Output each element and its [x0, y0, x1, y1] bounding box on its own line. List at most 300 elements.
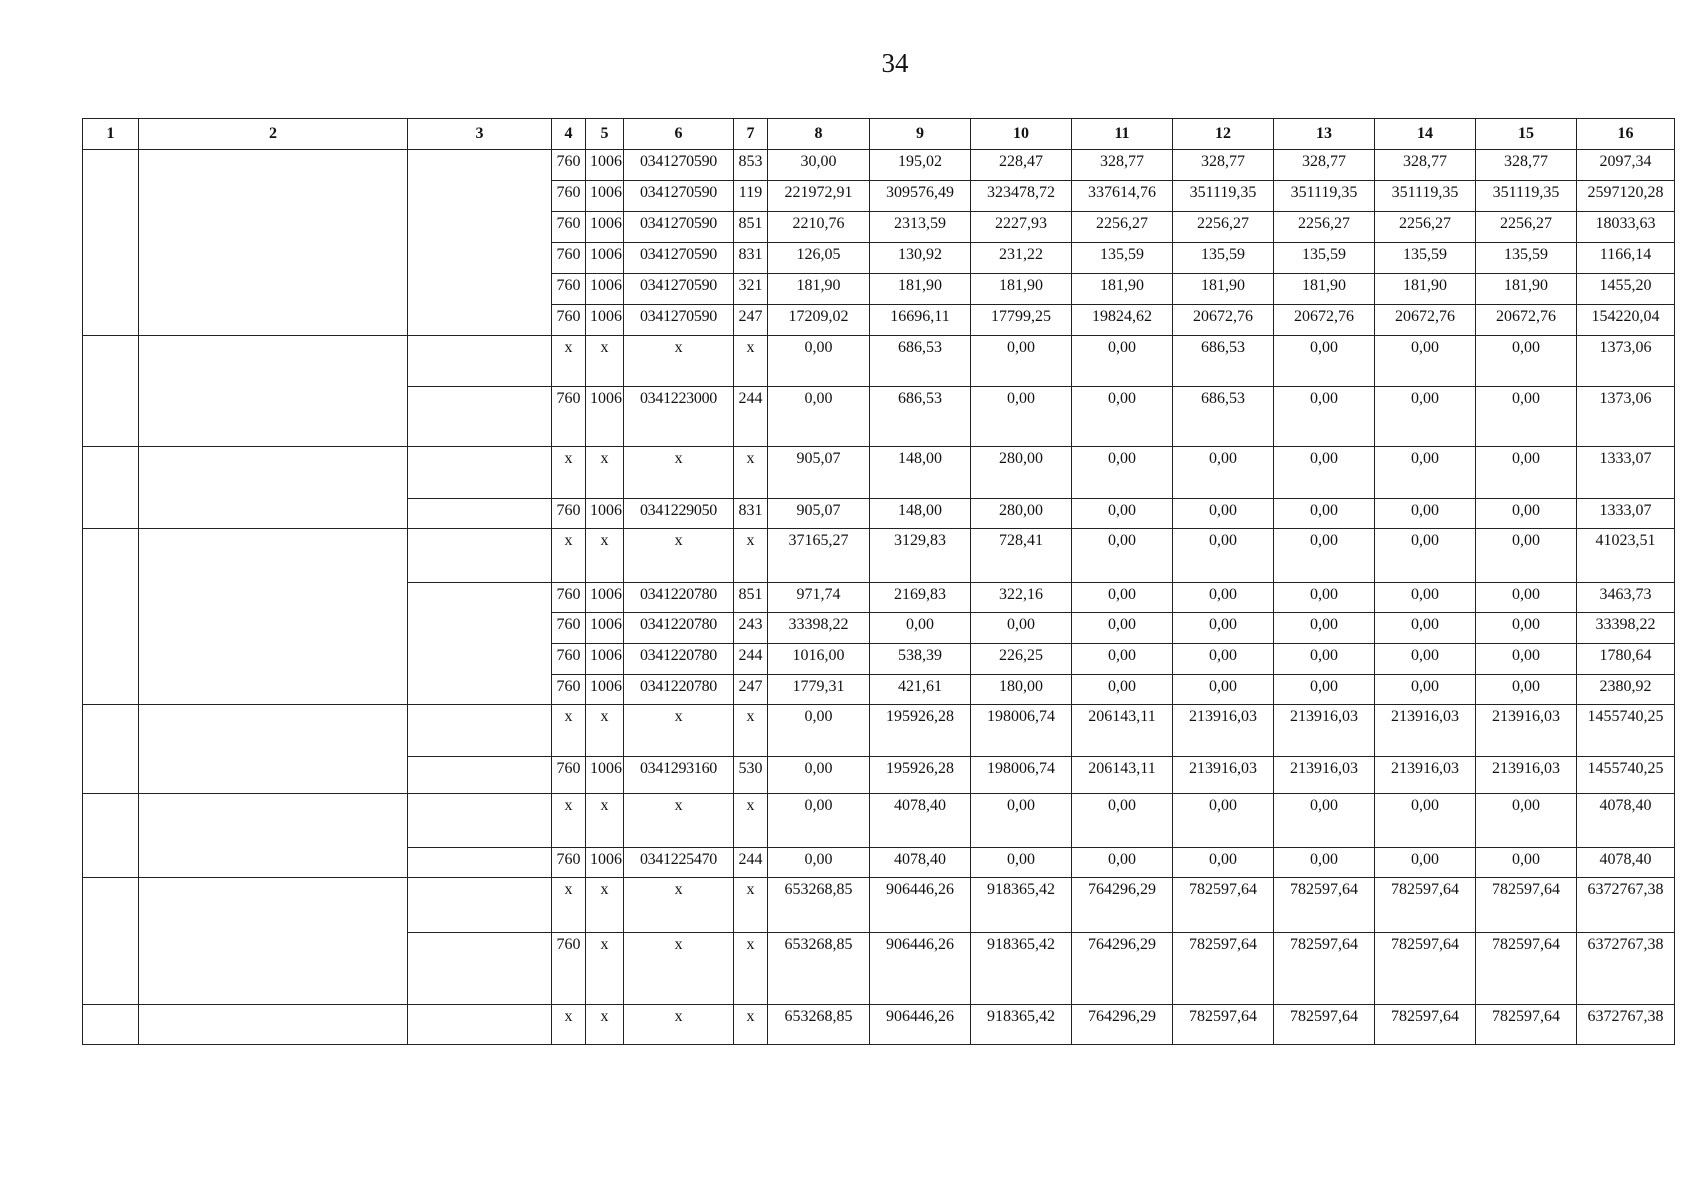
- value-cell-col-8: 0,00: [768, 794, 870, 848]
- value-cell-col-12: 686,53: [1173, 387, 1274, 447]
- value-cell-col-12: 328,77: [1173, 150, 1274, 181]
- value-cell-col-11: 337614,76: [1072, 181, 1173, 212]
- item-name: [139, 336, 408, 447]
- value-cell-col-10: 231,22: [971, 243, 1072, 274]
- col-6-code: x: [624, 336, 734, 387]
- value-cell-col-9: 16696,11: [870, 305, 971, 336]
- page-number: 34: [881, 48, 909, 78]
- value-cell-col-10: 0,00: [971, 794, 1072, 848]
- value-cell-col-10: 918365,42: [971, 878, 1072, 933]
- col-4-code: 760: [552, 583, 586, 613]
- value-cell-col-11: 764296,29: [1072, 933, 1173, 1005]
- funding-total-label: [408, 1005, 552, 1045]
- col-7-code: x: [734, 336, 768, 387]
- value-cell-col-10: 918365,42: [971, 1005, 1072, 1045]
- value-cell-col-12: 0,00: [1173, 675, 1274, 705]
- value-cell-col-13: 782597,64: [1274, 933, 1375, 1005]
- value-cell-col-8: 653268,85: [768, 1005, 870, 1045]
- value-cell-col-11: 19824,62: [1072, 305, 1173, 336]
- section-total-row: [83, 705, 1675, 757]
- value-cell-col-16: 2380,92: [1577, 675, 1675, 705]
- value-cell-col-15: 0,00: [1476, 613, 1577, 644]
- value-cell-col-15: 0,00: [1476, 675, 1577, 705]
- header-cell-1: 1: [83, 119, 139, 150]
- value-cell-col-11: 0,00: [1072, 613, 1173, 644]
- value-cell-col-9: 538,39: [870, 644, 971, 675]
- value-cell-col-12: 0,00: [1173, 447, 1274, 499]
- header-cell-11: 11: [1072, 119, 1173, 150]
- value-cell-col-8: 0,00: [768, 848, 870, 878]
- value-cell-col-15: 2256,27: [1476, 212, 1577, 243]
- value-cell-col-13: 0,00: [1274, 499, 1375, 529]
- funding-source-label: [408, 499, 552, 529]
- value-cell-col-12: 0,00: [1173, 794, 1274, 848]
- item-name: [139, 447, 408, 529]
- value-cell-col-11: 764296,29: [1072, 1005, 1173, 1045]
- value-cell-col-12: 0,00: [1173, 644, 1274, 675]
- value-cell-col-9: 195926,28: [870, 705, 971, 757]
- value-cell-col-13: 782597,64: [1274, 878, 1375, 933]
- value-cell-col-16: 33398,22: [1577, 613, 1675, 644]
- col-5-code: 1006: [586, 387, 624, 447]
- value-cell-col-15: 20672,76: [1476, 305, 1577, 336]
- col-4-code: x: [552, 336, 586, 387]
- value-cell-col-13: 0,00: [1274, 613, 1375, 644]
- col-7-code: 831: [734, 499, 768, 529]
- value-cell-col-10: 228,47: [971, 150, 1072, 181]
- value-cell-col-13: 135,59: [1274, 243, 1375, 274]
- value-cell-col-8: 1016,00: [768, 644, 870, 675]
- value-cell-col-10: 226,25: [971, 644, 1072, 675]
- value-cell-col-12: 0,00: [1173, 529, 1274, 583]
- value-cell-col-13: 0,00: [1274, 583, 1375, 613]
- value-cell-col-8: 1779,31: [768, 675, 870, 705]
- col-4-code: 760: [552, 675, 586, 705]
- col-4-code: 760: [552, 757, 586, 794]
- col-5-code: x: [586, 1005, 624, 1045]
- value-cell-col-14: 782597,64: [1375, 933, 1476, 1005]
- value-cell-col-16: 6372767,38: [1577, 878, 1675, 933]
- item-number: [83, 447, 139, 529]
- col-6-code: 0341229050: [624, 499, 734, 529]
- value-cell-col-11: 206143,11: [1072, 757, 1173, 794]
- value-cell-col-15: 782597,64: [1476, 933, 1577, 1005]
- col-7-code: 244: [734, 848, 768, 878]
- value-cell-col-16: 1333,07: [1577, 499, 1675, 529]
- value-cell-col-12: 213916,03: [1173, 757, 1274, 794]
- value-cell-col-8: 653268,85: [768, 933, 870, 1005]
- value-cell-col-14: 213916,03: [1375, 757, 1476, 794]
- value-cell-col-16: 6372767,38: [1577, 933, 1675, 1005]
- value-cell-col-9: 4078,40: [870, 794, 971, 848]
- funding-source-label: [408, 387, 552, 447]
- col-5-code: x: [586, 336, 624, 387]
- value-cell-col-11: 206143,11: [1072, 705, 1173, 757]
- col-4-code: 760: [552, 181, 586, 212]
- col-5-code: x: [586, 705, 624, 757]
- value-cell-col-12: 0,00: [1173, 499, 1274, 529]
- col-6-code: x: [624, 933, 734, 1005]
- value-cell-col-14: 0,00: [1375, 675, 1476, 705]
- value-cell-col-16: 2597120,28: [1577, 181, 1675, 212]
- col-4-code: x: [552, 794, 586, 848]
- value-cell-col-14: 0,00: [1375, 848, 1476, 878]
- value-cell-col-9: 906446,26: [870, 933, 971, 1005]
- value-cell-col-14: 0,00: [1375, 336, 1476, 387]
- col-5-code: x: [586, 529, 624, 583]
- col-6-code: x: [624, 878, 734, 933]
- value-cell-col-14: 328,77: [1375, 150, 1476, 181]
- header-cell-9: 9: [870, 119, 971, 150]
- header-cell-10: 10: [971, 119, 1072, 150]
- value-cell-col-14: 181,90: [1375, 274, 1476, 305]
- value-cell-col-10: 728,41: [971, 529, 1072, 583]
- value-cell-col-16: 1333,07: [1577, 447, 1675, 499]
- value-cell-col-9: 181,90: [870, 274, 971, 305]
- value-cell-col-10: 323478,72: [971, 181, 1072, 212]
- col-5-code: 1006: [586, 675, 624, 705]
- col-4-code: 760: [552, 613, 586, 644]
- value-cell-col-14: 0,00: [1375, 499, 1476, 529]
- value-cell-col-14: 0,00: [1375, 529, 1476, 583]
- continued-num-cell: [83, 150, 139, 336]
- value-cell-col-15: 181,90: [1476, 274, 1577, 305]
- col-7-code: x: [734, 794, 768, 848]
- value-cell-col-16: 1373,06: [1577, 336, 1675, 387]
- value-cell-col-13: 0,00: [1274, 794, 1375, 848]
- funding-total-label: [408, 878, 552, 933]
- col-6-code: x: [624, 447, 734, 499]
- col-5-code: 1006: [586, 212, 624, 243]
- header-cell-6: 6: [624, 119, 734, 150]
- value-cell-col-8: 33398,22: [768, 613, 870, 644]
- col-4-code: 760: [552, 644, 586, 675]
- col-5-code: x: [586, 794, 624, 848]
- col-7-code: 321: [734, 274, 768, 305]
- value-cell-col-9: 2313,59: [870, 212, 971, 243]
- value-cell-col-16: 3463,73: [1577, 583, 1675, 613]
- col-5-code: 1006: [586, 274, 624, 305]
- value-cell-col-10: 280,00: [971, 499, 1072, 529]
- value-cell-col-10: 322,16: [971, 583, 1072, 613]
- col-4-code: 760: [552, 387, 586, 447]
- value-cell-col-16: 6372767,38: [1577, 1005, 1675, 1045]
- value-cell-col-12: 2256,27: [1173, 212, 1274, 243]
- value-cell-col-14: 20672,76: [1375, 305, 1476, 336]
- value-cell-col-8: 2210,76: [768, 212, 870, 243]
- col-6-code: 0341220780: [624, 675, 734, 705]
- budget-table: [82, 118, 1675, 1045]
- value-cell-col-9: 148,00: [870, 447, 971, 499]
- funding-source-label: [408, 933, 552, 1005]
- value-cell-col-16: 1455,20: [1577, 274, 1675, 305]
- item-name: [139, 529, 408, 705]
- col-5-code: 1006: [586, 583, 624, 613]
- col-7-code: 244: [734, 387, 768, 447]
- value-cell-col-13: 181,90: [1274, 274, 1375, 305]
- funding-source-label: [408, 848, 552, 878]
- col-4-code: 760: [552, 499, 586, 529]
- value-cell-col-8: 126,05: [768, 243, 870, 274]
- col-6-code: 0341220780: [624, 644, 734, 675]
- value-cell-col-16: 1455740,25: [1577, 757, 1675, 794]
- col-5-code: 1006: [586, 150, 624, 181]
- value-cell-col-13: 20672,76: [1274, 305, 1375, 336]
- col-4-code: 760: [552, 848, 586, 878]
- value-cell-col-11: 135,59: [1072, 243, 1173, 274]
- value-cell-col-15: 328,77: [1476, 150, 1577, 181]
- col-5-code: 1006: [586, 499, 624, 529]
- value-cell-col-12: 0,00: [1173, 848, 1274, 878]
- value-cell-col-9: 4078,40: [870, 848, 971, 878]
- value-cell-col-10: 198006,74: [971, 705, 1072, 757]
- col-6-code: 0341223000: [624, 387, 734, 447]
- value-cell-col-15: 213916,03: [1476, 705, 1577, 757]
- value-cell-col-9: 3129,83: [870, 529, 971, 583]
- value-cell-col-13: 351119,35: [1274, 181, 1375, 212]
- value-cell-col-8: 30,00: [768, 150, 870, 181]
- value-cell-col-11: 181,90: [1072, 274, 1173, 305]
- value-cell-col-11: 0,00: [1072, 848, 1173, 878]
- item-name: [139, 705, 408, 794]
- value-cell-col-10: 17799,25: [971, 305, 1072, 336]
- col-6-code: 0341270590: [624, 274, 734, 305]
- col-4-code: x: [552, 705, 586, 757]
- value-cell-col-9: 130,92: [870, 243, 971, 274]
- value-cell-col-11: 0,00: [1072, 675, 1173, 705]
- value-cell-col-15: 0,00: [1476, 499, 1577, 529]
- value-cell-col-8: 0,00: [768, 336, 870, 387]
- value-cell-col-13: 0,00: [1274, 848, 1375, 878]
- value-cell-col-8: 905,07: [768, 499, 870, 529]
- item-number: [83, 336, 139, 447]
- col-5-code: 1006: [586, 613, 624, 644]
- value-cell-col-13: 782597,64: [1274, 1005, 1375, 1045]
- value-cell-col-12: 213916,03: [1173, 705, 1274, 757]
- value-cell-col-9: 686,53: [870, 336, 971, 387]
- value-cell-col-15: 213916,03: [1476, 757, 1577, 794]
- item-number: [83, 529, 139, 705]
- value-cell-col-11: 0,00: [1072, 529, 1173, 583]
- col-7-code: x: [734, 1005, 768, 1045]
- value-cell-col-13: 2256,27: [1274, 212, 1375, 243]
- value-cell-col-10: 0,00: [971, 387, 1072, 447]
- col-7-code: 119: [734, 181, 768, 212]
- value-cell-col-8: 0,00: [768, 757, 870, 794]
- value-cell-col-9: 148,00: [870, 499, 971, 529]
- header-cell-4: 4: [552, 119, 586, 150]
- col-4-code: 760: [552, 933, 586, 1005]
- header-cell-2: 2: [139, 119, 408, 150]
- value-cell-col-12: 181,90: [1173, 274, 1274, 305]
- value-cell-col-9: 906446,26: [870, 1005, 971, 1045]
- value-cell-col-13: 0,00: [1274, 675, 1375, 705]
- col-6-code: 0341270590: [624, 212, 734, 243]
- col-6-code: 0341270590: [624, 305, 734, 336]
- value-cell-col-12: 351119,35: [1173, 181, 1274, 212]
- value-cell-col-16: 4078,40: [1577, 848, 1675, 878]
- col-6-code: 0341293160: [624, 757, 734, 794]
- col-7-code: x: [734, 878, 768, 933]
- value-cell-col-13: 328,77: [1274, 150, 1375, 181]
- value-cell-col-11: 2256,27: [1072, 212, 1173, 243]
- col-7-code: 247: [734, 675, 768, 705]
- funding-source-label: [408, 757, 552, 794]
- section-total-row: [83, 447, 1675, 499]
- value-cell-col-15: 782597,64: [1476, 878, 1577, 933]
- continued-source-cell: [408, 150, 552, 336]
- item-name: [139, 878, 408, 1005]
- header-cell-15: 15: [1476, 119, 1577, 150]
- value-cell-col-14: 213916,03: [1375, 705, 1476, 757]
- value-cell-col-16: 1166,14: [1577, 243, 1675, 274]
- value-cell-col-10: 280,00: [971, 447, 1072, 499]
- col-7-code: 247: [734, 305, 768, 336]
- item-number: [83, 1005, 139, 1045]
- value-cell-col-9: 686,53: [870, 387, 971, 447]
- value-cell-col-14: 2256,27: [1375, 212, 1476, 243]
- table-body: [83, 119, 1675, 1045]
- col-4-code: x: [552, 878, 586, 933]
- col-4-code: x: [552, 447, 586, 499]
- col-7-code: 244: [734, 644, 768, 675]
- value-cell-col-14: 782597,64: [1375, 1005, 1476, 1045]
- col-5-code: 1006: [586, 757, 624, 794]
- col-7-code: x: [734, 705, 768, 757]
- value-cell-col-11: 0,00: [1072, 499, 1173, 529]
- section-total-row: [83, 794, 1675, 848]
- value-cell-col-9: 2169,83: [870, 583, 971, 613]
- value-cell-col-12: 135,59: [1173, 243, 1274, 274]
- value-cell-col-9: 195926,28: [870, 757, 971, 794]
- header-cell-8: 8: [768, 119, 870, 150]
- value-cell-col-16: 1373,06: [1577, 387, 1675, 447]
- value-cell-col-10: 0,00: [971, 613, 1072, 644]
- value-cell-col-16: 4078,40: [1577, 794, 1675, 848]
- value-cell-col-9: 309576,49: [870, 181, 971, 212]
- value-cell-col-13: 0,00: [1274, 387, 1375, 447]
- col-6-code: 0341220780: [624, 613, 734, 644]
- col-4-code: x: [552, 1005, 586, 1045]
- value-cell-col-13: 0,00: [1274, 644, 1375, 675]
- value-cell-col-11: 0,00: [1072, 336, 1173, 387]
- value-cell-col-14: 0,00: [1375, 613, 1476, 644]
- header-cell-13: 13: [1274, 119, 1375, 150]
- header-cell-14: 14: [1375, 119, 1476, 150]
- value-cell-col-11: 0,00: [1072, 387, 1173, 447]
- header-row: [83, 119, 1675, 150]
- value-cell-col-8: 17209,02: [768, 305, 870, 336]
- value-cell-col-10: 198006,74: [971, 757, 1072, 794]
- value-cell-col-12: 782597,64: [1173, 1005, 1274, 1045]
- value-cell-col-16: 18033,63: [1577, 212, 1675, 243]
- col-6-code: 0341270590: [624, 181, 734, 212]
- value-cell-col-8: 37165,27: [768, 529, 870, 583]
- value-cell-col-14: 0,00: [1375, 794, 1476, 848]
- value-cell-col-13: 0,00: [1274, 529, 1375, 583]
- col-6-code: x: [624, 1005, 734, 1045]
- value-cell-col-15: 782597,64: [1476, 1005, 1577, 1045]
- value-cell-col-13: 213916,03: [1274, 757, 1375, 794]
- value-cell-col-9: 0,00: [870, 613, 971, 644]
- section-total-row: [83, 1005, 1675, 1045]
- value-cell-col-15: 135,59: [1476, 243, 1577, 274]
- value-cell-col-16: 1780,64: [1577, 644, 1675, 675]
- col-5-code: 1006: [586, 848, 624, 878]
- value-cell-col-11: 0,00: [1072, 583, 1173, 613]
- section-total-row: [83, 336, 1675, 387]
- value-cell-col-12: 782597,64: [1173, 878, 1274, 933]
- value-cell-col-10: 180,00: [971, 675, 1072, 705]
- col-7-code: 530: [734, 757, 768, 794]
- value-cell-col-13: 0,00: [1274, 336, 1375, 387]
- value-cell-col-10: 2227,93: [971, 212, 1072, 243]
- item-number: [83, 705, 139, 794]
- value-cell-col-15: 0,00: [1476, 794, 1577, 848]
- header-cell-5: 5: [586, 119, 624, 150]
- value-cell-col-13: 0,00: [1274, 447, 1375, 499]
- col-7-code: x: [734, 933, 768, 1005]
- item-number: [83, 878, 139, 1005]
- col-7-code: 853: [734, 150, 768, 181]
- item-number: [83, 794, 139, 878]
- value-cell-col-15: 0,00: [1476, 387, 1577, 447]
- header-cell-3: 3: [408, 119, 552, 150]
- budget-table-container: [82, 118, 1675, 1045]
- value-cell-col-8: 221972,91: [768, 181, 870, 212]
- value-cell-col-14: 0,00: [1375, 387, 1476, 447]
- col-6-code: 0341270590: [624, 150, 734, 181]
- col-5-code: x: [586, 878, 624, 933]
- value-cell-col-15: 0,00: [1476, 848, 1577, 878]
- funding-total-label: [408, 794, 552, 848]
- col-4-code: 760: [552, 305, 586, 336]
- funding-total-label: [408, 447, 552, 499]
- value-cell-col-16: 154220,04: [1577, 305, 1675, 336]
- value-cell-col-8: 0,00: [768, 387, 870, 447]
- value-cell-col-12: 20672,76: [1173, 305, 1274, 336]
- col-7-code: 243: [734, 613, 768, 644]
- value-cell-col-14: 135,59: [1375, 243, 1476, 274]
- value-cell-col-9: 195,02: [870, 150, 971, 181]
- col-4-code: 760: [552, 212, 586, 243]
- value-cell-col-15: 0,00: [1476, 529, 1577, 583]
- continued-name-cell: [139, 150, 408, 336]
- value-cell-col-8: 905,07: [768, 447, 870, 499]
- col-7-code: 851: [734, 212, 768, 243]
- value-cell-col-11: 0,00: [1072, 447, 1173, 499]
- value-cell-col-10: 181,90: [971, 274, 1072, 305]
- col-4-code: 760: [552, 150, 586, 181]
- value-cell-col-8: 0,00: [768, 705, 870, 757]
- header-cell-7: 7: [734, 119, 768, 150]
- col-5-code: 1006: [586, 243, 624, 274]
- value-cell-col-13: 213916,03: [1274, 705, 1375, 757]
- value-cell-col-14: 351119,35: [1375, 181, 1476, 212]
- value-cell-col-16: 2097,34: [1577, 150, 1675, 181]
- col-7-code: 831: [734, 243, 768, 274]
- value-cell-col-11: 0,00: [1072, 794, 1173, 848]
- section-total-row: [83, 529, 1675, 583]
- value-cell-col-14: 0,00: [1375, 583, 1476, 613]
- value-cell-col-10: 918365,42: [971, 933, 1072, 1005]
- value-cell-col-8: 971,74: [768, 583, 870, 613]
- value-cell-col-9: 421,61: [870, 675, 971, 705]
- table-row: [83, 150, 1675, 181]
- col-4-code: 760: [552, 274, 586, 305]
- item-name: [139, 1005, 408, 1045]
- col-7-code: x: [734, 529, 768, 583]
